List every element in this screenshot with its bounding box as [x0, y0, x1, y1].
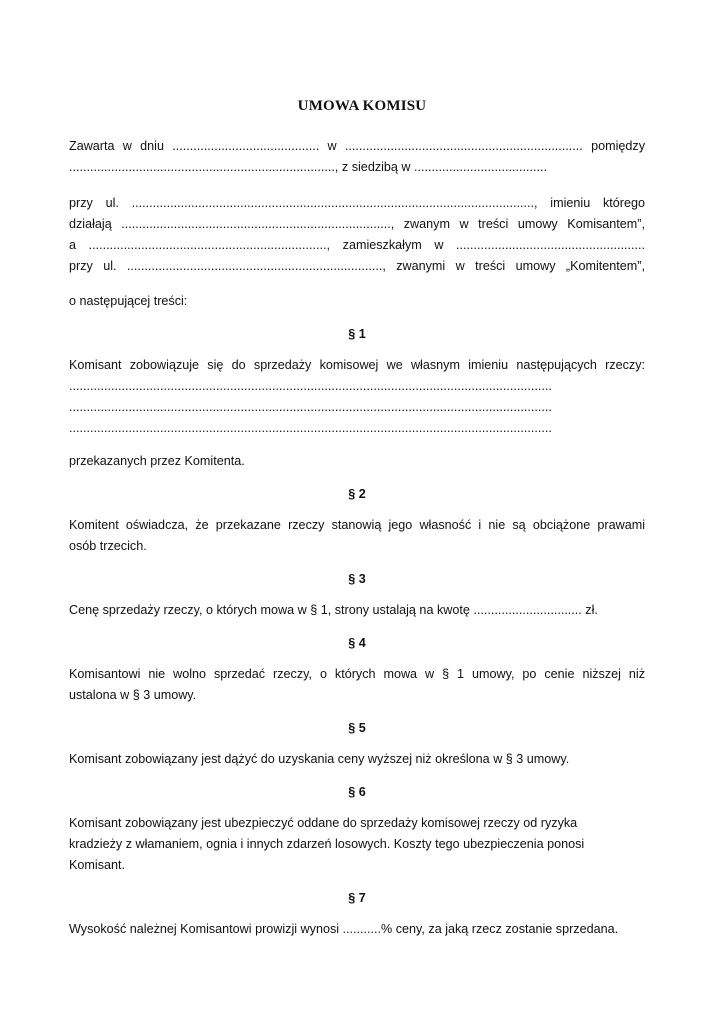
intro-line: a ...................................................................., zamieszkałym w ......................................................: [69, 238, 645, 252]
section-line: Komisantowi nie wolno sprzedać rzeczy, o których mowa w § 1 umowy, po cenie niższej niż: [69, 667, 645, 681]
intro-line: działają ............................................................................., zwanym w treści umowy Komisantem”,: [69, 217, 645, 231]
intro-line: ............................................................................, z siedzibą w ......................................: [69, 160, 547, 174]
intro-block: [69, 136, 645, 178]
section-line: ustalona w § 3 umowy.: [69, 688, 197, 702]
blank-line: ..........................................................................................................................................: [69, 421, 552, 435]
document-body: [69, 136, 645, 940]
section-line: Komisant.: [69, 858, 125, 872]
intro-line: o następującej treści:: [69, 294, 188, 308]
section-heading: § 5: [348, 721, 366, 735]
section-line: Komisant zobowiązany jest ubezpieczyć oddane do sprzedaży komisowej rzeczy od ryzyka: [69, 816, 578, 830]
intro-line: Zawarta w dniu .......................................... w .................................................................... pomiędzy: [69, 139, 645, 153]
intro-line: przy ul. ..................................................................................................................., imieniu którego: [69, 196, 645, 210]
section-line: Wysokość należnej Komisantowi prowizji wynosi ...........% ceny, za jaką rzecz zostanie sprzedana.: [69, 922, 619, 936]
blank-line: ..........................................................................................................................................: [69, 379, 552, 393]
section-heading: § 2: [348, 487, 366, 501]
blank-line: ..........................................................................................................................................: [69, 400, 552, 414]
section-line: kradzieży z włamaniem, ognia i innych zdarzeń losowych. Koszty tego ubezpieczenia ponosi: [69, 837, 585, 851]
section-line: Cenę sprzedaży rzeczy, o których mowa w § 1, strony ustalają na kwotę ............................... zł.: [69, 603, 598, 617]
parties-block: [69, 193, 645, 277]
section-line: osób trzecich.: [69, 539, 147, 553]
intro-line: przy ul. ........................................................................., zwanymi w treści umowy „Komitentem”,: [69, 259, 645, 273]
section-heading: § 4: [348, 636, 366, 650]
section-heading: § 7: [348, 891, 366, 905]
section-heading: § 1: [348, 327, 366, 341]
document-title: UMOWA KOMISU: [297, 98, 427, 114]
section-line: Komitent oświadcza, że przekazane rzeczy stanowią jego własność i nie są obciążone prawami: [69, 518, 645, 532]
section-line: Komisant zobowiązany jest dążyć do uzyskania ceny wyższej niż określona w § 3 umowy.: [69, 752, 570, 766]
section-heading: § 3: [348, 572, 366, 586]
section-heading: § 6: [348, 785, 366, 799]
section-line: przekazanych przez Komitenta.: [69, 454, 245, 468]
section-line: Komisant zobowiązuje się do sprzedaży komisowej we własnym imieniu następujących rzeczy:: [69, 358, 645, 372]
